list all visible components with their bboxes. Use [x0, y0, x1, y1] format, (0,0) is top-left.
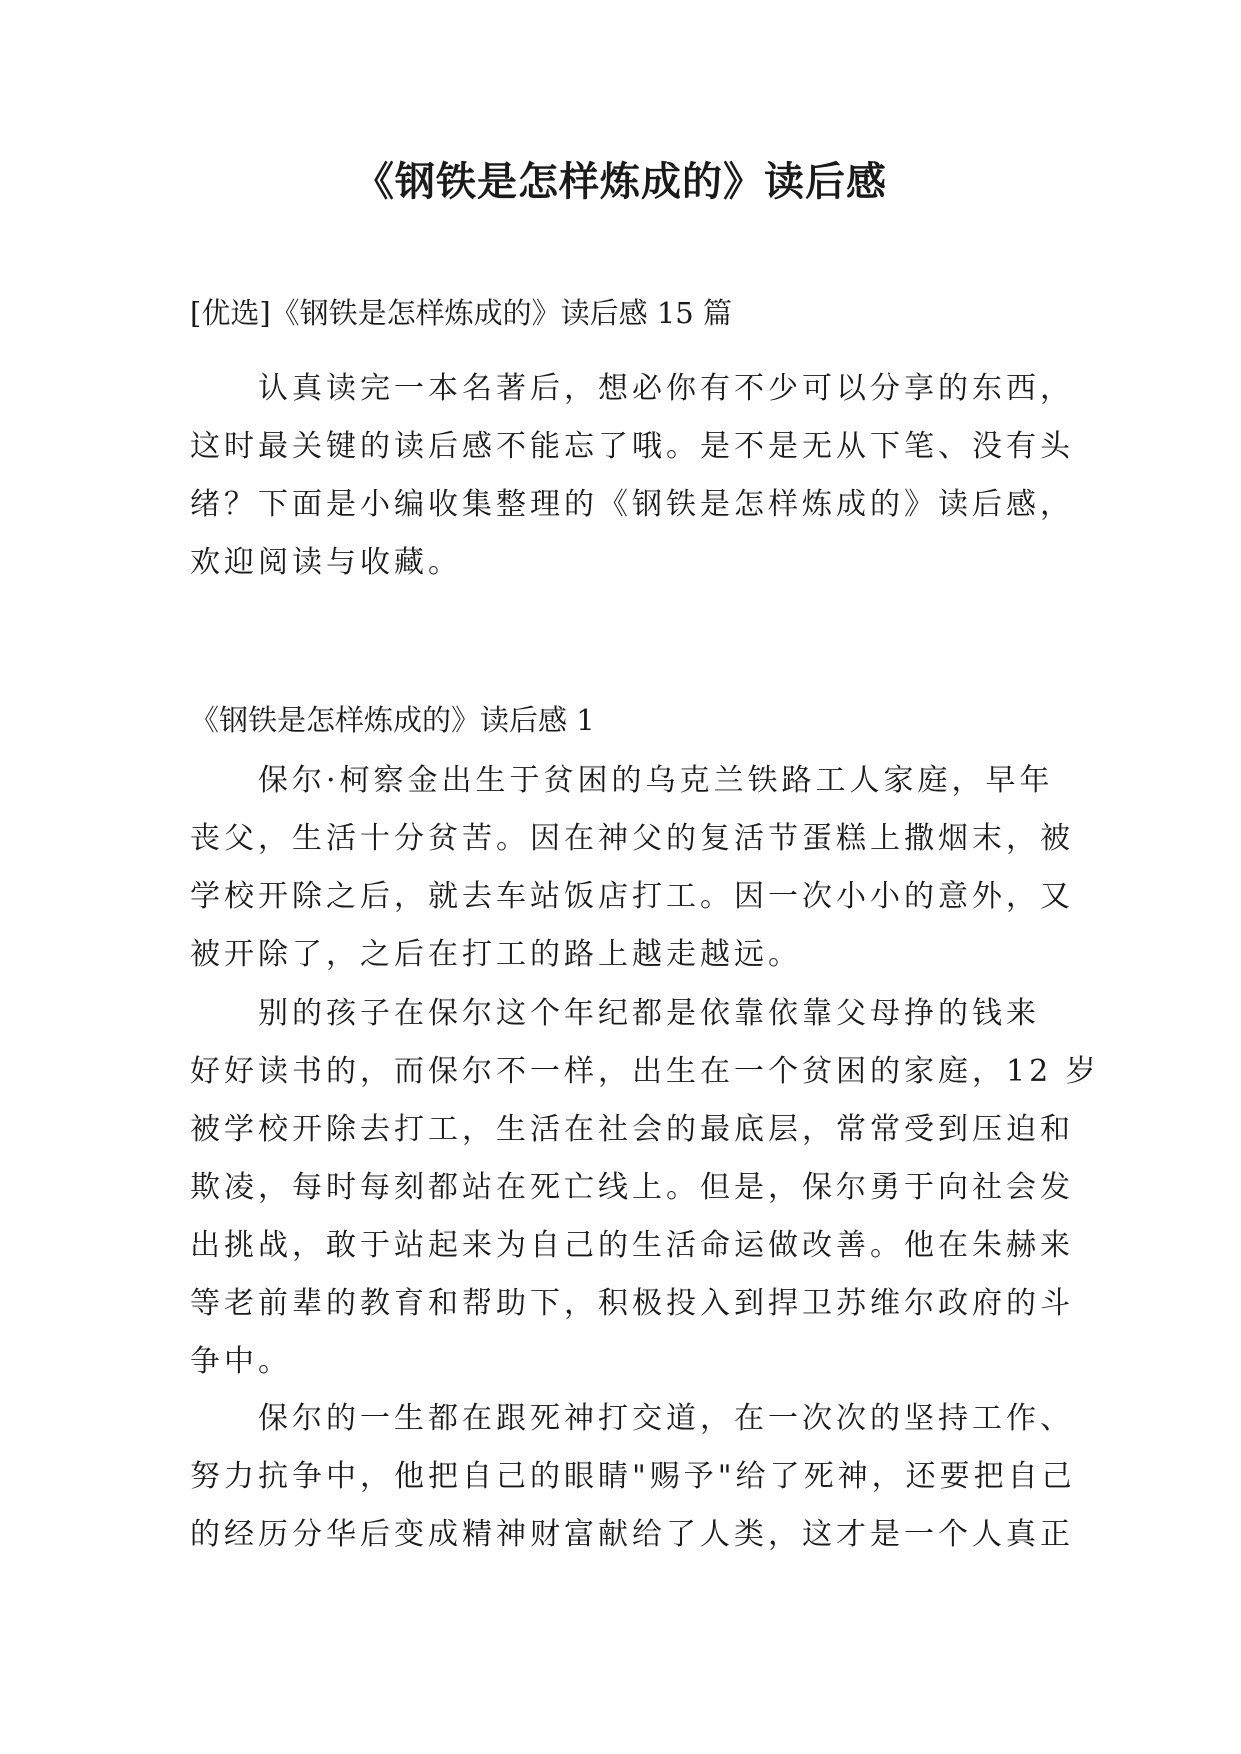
paragraph-line: 努力抗争中，他把自己的眼睛"赐予"给了死神，还要把自己: [190, 1459, 1076, 1494]
paragraph-line: 欢迎阅读与收藏。: [190, 545, 462, 580]
paragraph-line: 被开除了，之后在打工的路上越走越远。: [190, 937, 802, 972]
section-heading: 《钢铁是怎样炼成的》读后感 1: [190, 703, 595, 737]
paragraph-line: 等老前辈的教育和帮助下，积极投入到捍卫苏维尔政府的斗: [190, 1286, 1074, 1321]
paragraph-line: 丧父，生活十分贫苦。因在神父的复活节蛋糕上撒烟末，被: [190, 821, 1074, 856]
paragraph-line: 学校开除之后，就去车站饭店打工。因一次小小的意外，又: [190, 879, 1074, 914]
paragraph-line: 别的孩子在保尔这个年纪都是依靠依靠父母挣的钱来: [190, 996, 1040, 1031]
document-title: 《钢铁是怎样炼成的》读后感: [354, 158, 887, 205]
paragraph-line: 好好读书的，而保尔不一样，出生在一个贫困的家庭，12 岁: [190, 1054, 1100, 1089]
document-subtitle: [优选]《钢铁是怎样炼成的》读后感 15 篇: [190, 296, 732, 330]
paragraph-2: [190, 985, 1100, 1391]
paragraph-3: [190, 1390, 1090, 1564]
paragraph-1: [190, 752, 1090, 984]
paragraph-line: 保尔·柯察金出生于贫困的乌克兰铁路工人家庭，早年: [190, 763, 1054, 798]
paragraph-line: 被学校开除去打工，生活在社会的最底层，常常受到压迫和: [190, 1112, 1074, 1147]
paragraph-line: 保尔的一生都在跟死神打交道，在一次次的坚持工作、: [190, 1401, 1074, 1436]
paragraph-line: 欺凌，每时每刻都站在死亡线上。但是，保尔勇于向社会发: [190, 1170, 1074, 1205]
paragraph-line: 绪？下面是小编收集整理的《钢铁是怎样炼成的》读后感，: [190, 487, 1074, 522]
paragraph-line: 认真读完一本名著后，想必你有不少可以分享的东西，: [190, 371, 1074, 406]
paragraph-line: 的经历分华后变成精神财富献给了人类，这才是一个人真正: [190, 1517, 1074, 1552]
paragraph-line: 这时最关键的读后感不能忘了哦。是不是无从下笔、没有头: [190, 429, 1074, 464]
paragraph-line: 争中。: [190, 1344, 292, 1379]
paragraph-line: 出挑战，敢于站起来为自己的生活命运做改善。他在朱赫来: [190, 1228, 1074, 1263]
intro-paragraph: [190, 360, 1090, 592]
